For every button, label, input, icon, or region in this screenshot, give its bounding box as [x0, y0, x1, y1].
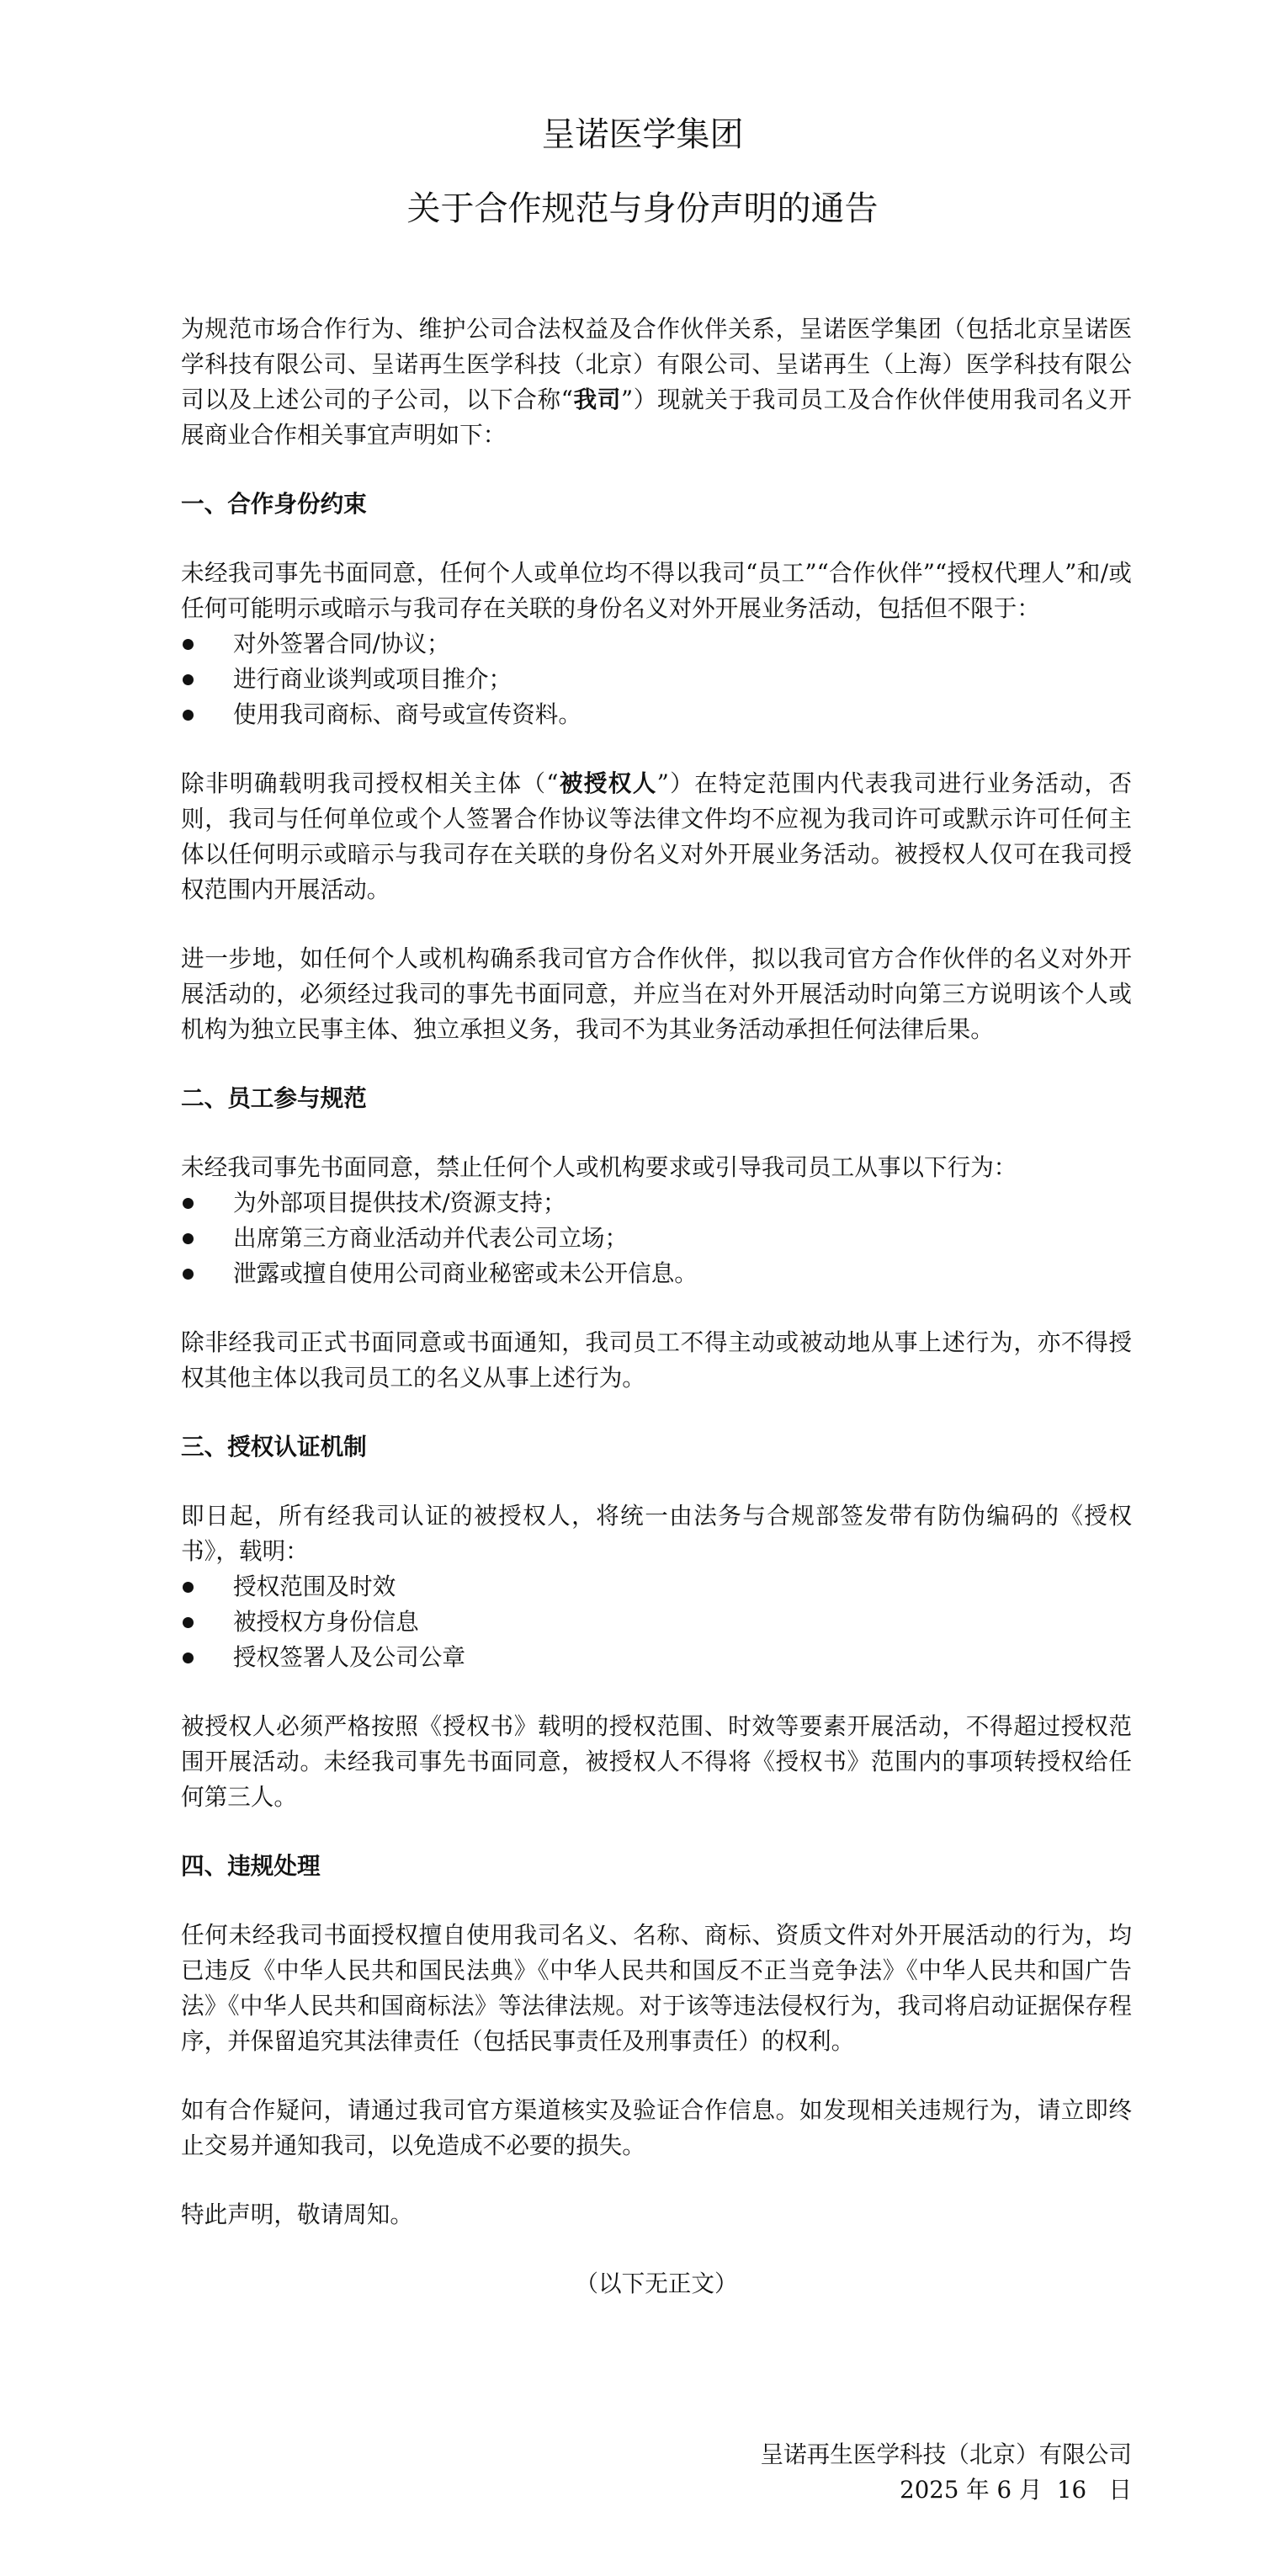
list-item: 为外部项目提供技术/资源支持；	[181, 1185, 1132, 1221]
section1-bullet-list	[181, 626, 1132, 732]
section4-heading: 四、违规处理	[181, 1852, 321, 1880]
section3-para2: 被授权人必须严格按照《授权书》载明的授权范围、时效等要素开展活动，不得超过授权范围开展活动。未经我司事先书面同意，被授权人不得将《授权书》范围内的事项转授权给任何第三人。	[181, 1712, 1132, 1811]
document-body	[181, 311, 1132, 2302]
signature-company: 呈诺再生医学科技（北京）有限公司	[760, 2440, 1132, 2468]
intro-text-pre: 为规范市场合作行为、维护公司合法权益及合作伙伴关系，呈诺医学集团（包括北京呈诺医学科技有限公司、呈诺再生医学科技（北京）有限公司、呈诺再生（上海）医学科技有限公司以及上述公司的子公司，以下合称“	[181, 315, 1132, 413]
intro-text-post: ”）现就关于我司员工及合作伙伴使用我司名义开展商业合作相关事宜声明如下：	[181, 386, 1132, 449]
bullet-icon	[183, 1269, 194, 1280]
section3-heading: 三、授权认证机制	[181, 1433, 367, 1461]
bullet-icon	[183, 639, 194, 650]
intro-paragraph	[181, 311, 1132, 453]
section4-para1: 任何未经我司书面授权擅自使用我司名义、名称、商标、资质文件对外开展活动的行为，均已违反《中华人民共和国民法典》《中华人民共和国反不正当竞争法》《中华人民共和国广告法》《中华人民共和国商标法》等法律法规。对于该等违法侵权行为，我司将启动证据保存程序，并保留追究其法律责任（包括民事责任及刑事责任）的权利。	[181, 1921, 1132, 2055]
org-title: 呈诺医学集团	[541, 115, 744, 154]
bullet-icon	[183, 1617, 194, 1628]
list-item: 授权签署人及公司公章	[181, 1640, 1132, 1675]
bullet-icon	[183, 710, 194, 721]
section2-para2: 除非经我司正式书面同意或书面通知，我司员工不得主动或被动地从事上述行为，亦不得授权其他主体以我司员工的名义从事上述行为。	[181, 1328, 1132, 1392]
section2-heading: 二、员工参与规范	[181, 1084, 367, 1112]
bullet-icon	[183, 674, 194, 685]
section4-para3: 特此声明，敬请周知。	[181, 2201, 413, 2228]
intro-text-bold: 我司	[572, 386, 621, 413]
bullet-icon	[183, 1233, 194, 1244]
closing-note: （以下无正文）	[575, 2270, 738, 2297]
list-item: 泄露或擅自使用公司商业秘密或未公开信息。	[181, 1256, 1132, 1291]
list-item: 使用我司商标、商号或宣传资料。	[181, 697, 1132, 732]
section2-bullet-list	[181, 1185, 1132, 1291]
list-item: 对外签署合同/协议；	[181, 626, 1132, 662]
section2-para1: 未经我司事先书面同意，禁止任何个人或机构要求或引导我司员工从事以下行为：	[181, 1153, 1017, 1181]
signature-date: 2025 年 6 月 16 日	[900, 2476, 1132, 2504]
notice-title: 关于合作规范与身份声明的通告	[406, 189, 879, 228]
list-item: 进行商业谈判或项目推介；	[181, 662, 1132, 697]
section1-para3: 进一步地，如任何个人或机构确系我司官方合作伙伴，拟以我司官方合作伙伴的名义对外开展活动的，必须经过我司的事先书面同意，并应当在对外开展活动时向第三方说明该个人或机构为独立民事主体、独立承担义务，我司不为其业务活动承担任何法律后果。	[181, 945, 1132, 1043]
signature-block	[760, 2437, 1132, 2508]
section1-para2: 除非明确载明我司授权相关主体（“被授权人”）在特定范围内代表我司进行业务活动，否则，我司与任何单位或个人签署合作协议等法律文件均不应视为我司许可或默示许可任何主体以任何明示或暗示与我司存在关联的身份名义对外开展业务活动。被授权人仅可在我司授权范围内开展活动。	[181, 769, 1132, 903]
list-item: 被授权方身份信息	[181, 1605, 1132, 1640]
bullet-icon	[183, 1582, 194, 1593]
section3-para1: 即日起，所有经我司认证的被授权人，将统一由法务与合规部签发带有防伪编码的《授权书》，载明：	[181, 1502, 1132, 1565]
list-item: 授权范围及时效	[181, 1569, 1132, 1605]
section3-bullet-list	[181, 1569, 1132, 1675]
section4-para2: 如有合作疑问，请通过我司官方渠道核实及验证合作信息。如发现相关违规行为，请立即终止交易并通知我司，以免造成不必要的损失。	[181, 2096, 1132, 2159]
list-item: 出席第三方商业活动并代表公司立场；	[181, 1221, 1132, 1256]
bullet-icon	[183, 1653, 194, 1663]
section1-heading: 一、合作身份约束	[181, 490, 367, 518]
section1-para1: 未经我司事先书面同意，任何个人或单位均不得以我司“员工”“合作伙伴”“授权代理人”和/或任何可能明示或暗示与我司存在关联的身份名义对外开展业务活动，包括但不限于：	[181, 559, 1132, 622]
bullet-icon	[183, 1198, 194, 1209]
